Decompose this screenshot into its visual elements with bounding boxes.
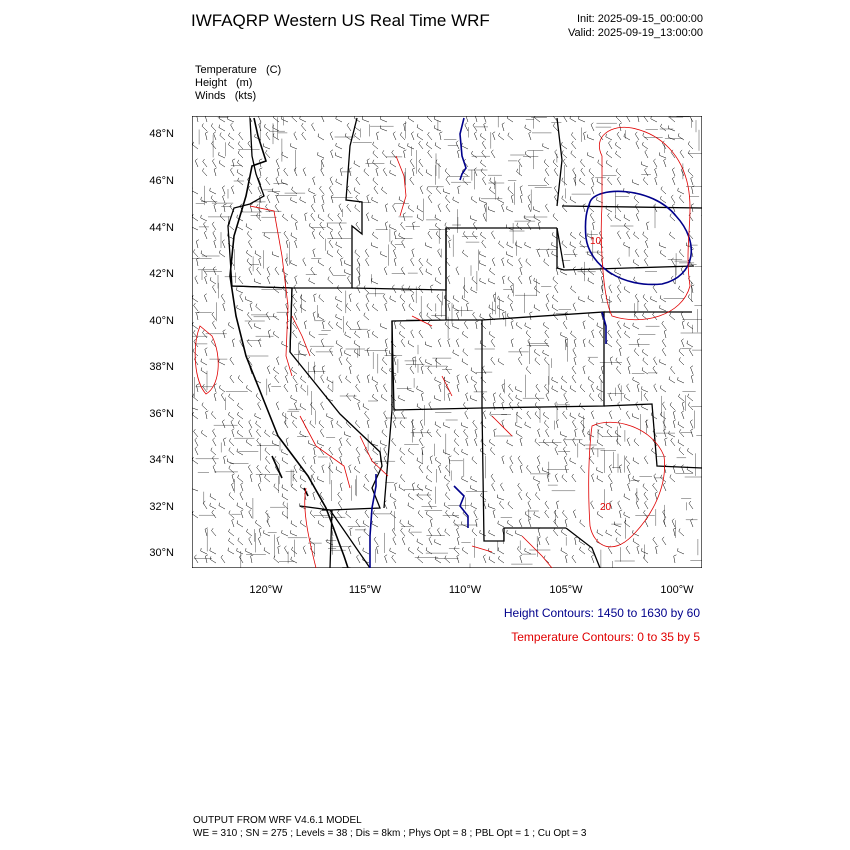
model-config: WE = 310 ; SN = 275 ; Levels = 38 ; Dis = 8km ; Phys Opt = 8 ; PBL Opt = 1 ; Cu Opt = 3 bbox=[193, 828, 587, 839]
field-unit: (kts) bbox=[234, 90, 257, 102]
lat-label: 32°N bbox=[149, 501, 174, 513]
field-temperature bbox=[195, 64, 281, 76]
lon-label: 120°W bbox=[249, 584, 283, 596]
field-name: Winds bbox=[195, 90, 226, 102]
lat-label: 46°N bbox=[149, 175, 174, 187]
lat-label: 48°N bbox=[149, 128, 174, 140]
field-unit: (m) bbox=[235, 77, 253, 89]
lon-label: 100°W bbox=[660, 584, 694, 596]
lat-label: 38°N bbox=[149, 361, 174, 373]
valid-time: Valid: 2025-09-19_13:00:00 bbox=[568, 27, 703, 39]
field-unit: (C) bbox=[265, 64, 282, 76]
lat-label: 44°N bbox=[149, 222, 174, 234]
weather-map bbox=[192, 116, 702, 568]
contour-label: 10 bbox=[590, 236, 602, 247]
height-contours-legend: Height Contours: 1450 to 1630 by 60 bbox=[503, 606, 700, 620]
lat-label: 34°N bbox=[149, 454, 174, 466]
contour-label: 20 bbox=[600, 502, 612, 513]
init-time: Init: 2025-09-15_00:00:00 bbox=[577, 13, 703, 25]
temperature-contours-legend: Temperature Contours: 0 to 35 by 5 bbox=[511, 630, 700, 644]
longitude-axis bbox=[192, 584, 702, 600]
lon-label: 110°W bbox=[448, 584, 482, 596]
map-title: IWFAQRP Western US Real Time WRF bbox=[191, 11, 490, 30]
model-info: OUTPUT FROM WRF V4.6.1 MODEL bbox=[193, 815, 362, 826]
latitude-axis bbox=[130, 116, 174, 568]
lat-label: 40°N bbox=[149, 315, 174, 327]
lat-label: 30°N bbox=[149, 547, 174, 559]
lat-label: 36°N bbox=[149, 408, 174, 420]
lat-label: 42°N bbox=[149, 268, 174, 280]
field-winds bbox=[195, 90, 256, 102]
field-height bbox=[195, 77, 252, 89]
field-name: Temperature bbox=[195, 64, 257, 76]
lon-label: 105°W bbox=[549, 584, 583, 596]
map-frame bbox=[192, 116, 702, 568]
field-name: Height bbox=[195, 77, 227, 89]
lon-label: 115°W bbox=[348, 584, 382, 596]
